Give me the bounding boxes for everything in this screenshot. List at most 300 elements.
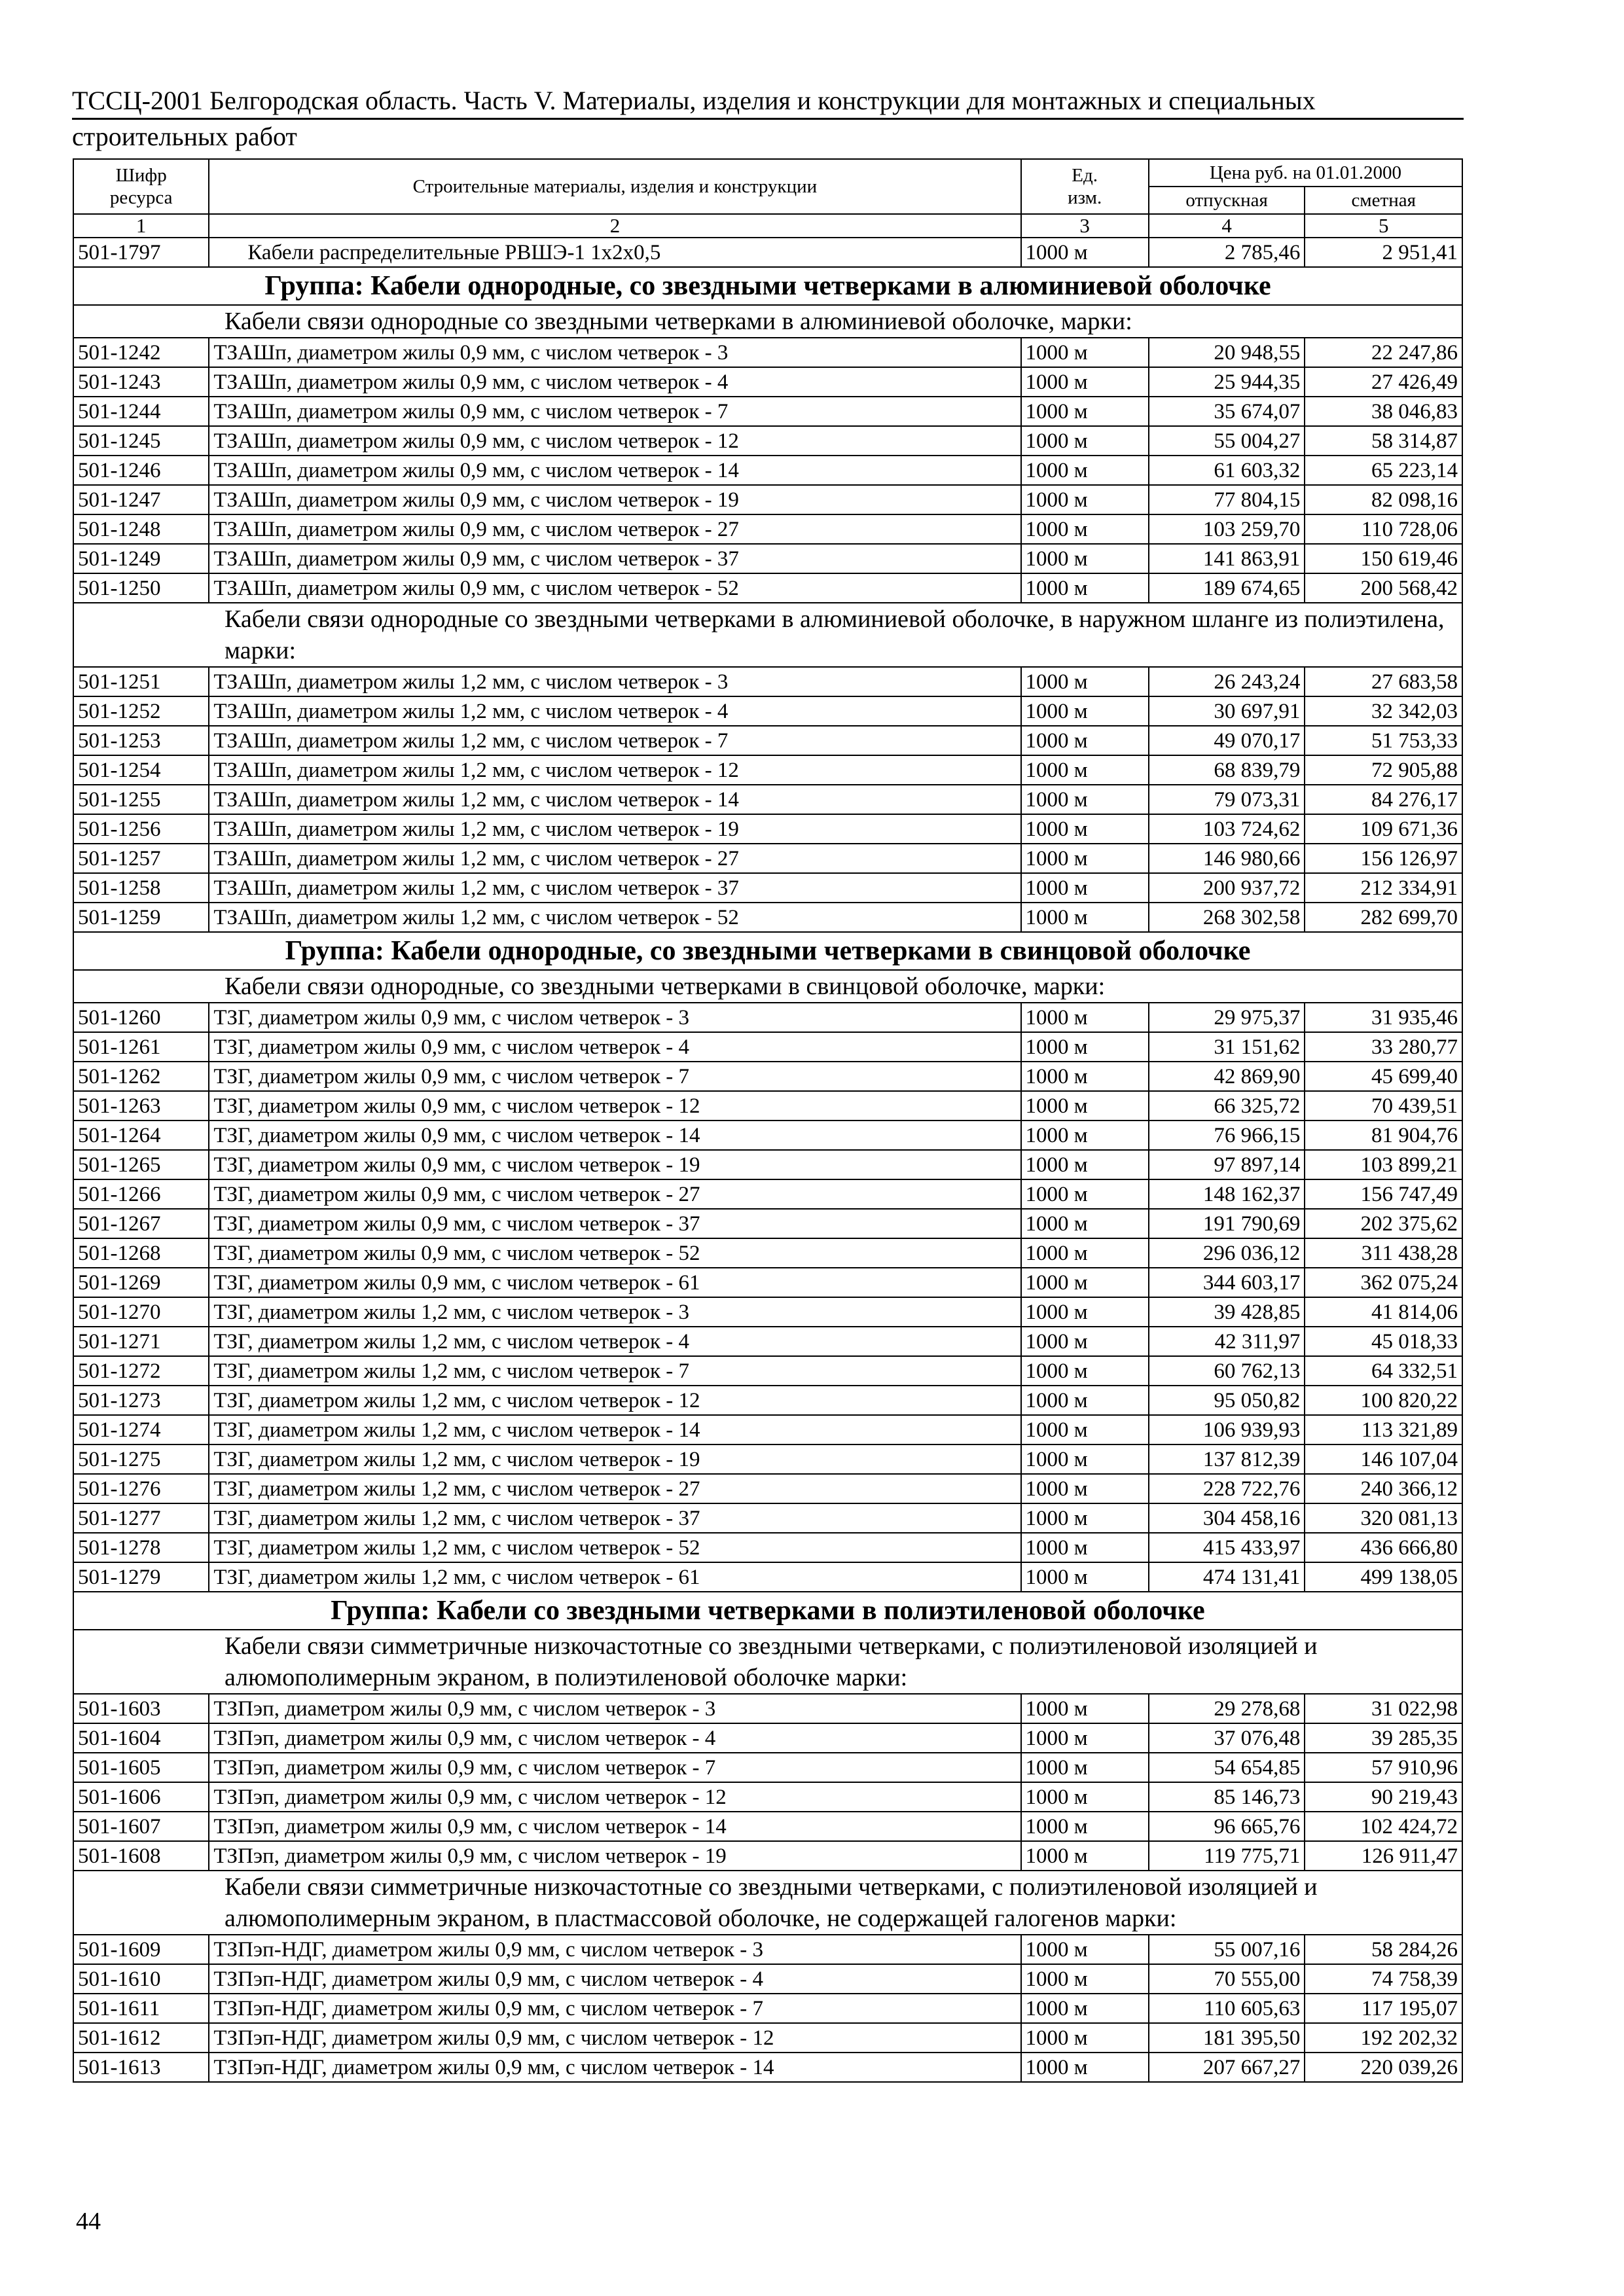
material-description: ТЗГ, диаметром жилы 1,2 мм, с числом четверок - 7 bbox=[209, 1356, 1020, 1386]
resource-code: 501-1248 bbox=[73, 514, 209, 544]
unit-of-measure: 1000 м bbox=[1021, 1562, 1149, 1592]
resource-code: 501-1271 bbox=[73, 1327, 209, 1356]
price-estimate: 282 699,70 bbox=[1305, 903, 1462, 932]
table-row bbox=[73, 1935, 1462, 1964]
price-release: 103 259,70 bbox=[1149, 514, 1305, 544]
price-release: 95 050,82 bbox=[1149, 1386, 1305, 1415]
resource-code: 501-1274 bbox=[73, 1415, 209, 1444]
price-release: 207 667,27 bbox=[1149, 2053, 1305, 2082]
material-description: ТЗПэп-НДГ, диаметром жилы 0,9 мм, с числом четверок - 7 bbox=[209, 1994, 1020, 2023]
material-description: ТЗПэп, диаметром жилы 0,9 мм, с числом четверок - 14 bbox=[209, 1812, 1020, 1841]
resource-code: 501-1272 bbox=[73, 1356, 209, 1386]
material-description: ТЗГ, диаметром жилы 0,9 мм, с числом четверок - 4 bbox=[209, 1032, 1020, 1062]
unit-of-measure: 1000 м bbox=[1021, 873, 1149, 903]
subgroup-heading: Кабели связи однородные со звездными четверками в алюминиевой оболочке, марки: bbox=[73, 305, 1462, 338]
price-estimate: 102 424,72 bbox=[1305, 1812, 1462, 1841]
price-release: 296 036,12 bbox=[1149, 1238, 1305, 1268]
price-release: 25 944,35 bbox=[1149, 367, 1305, 397]
price-estimate: 212 334,91 bbox=[1305, 873, 1462, 903]
table-row bbox=[73, 2053, 1462, 2082]
subgroup-heading-row bbox=[73, 305, 1462, 338]
material-description: ТЗПэп, диаметром жилы 0,9 мм, с числом четверок - 12 bbox=[209, 1782, 1020, 1812]
price-estimate: 70 439,51 bbox=[1305, 1091, 1462, 1121]
price-estimate: 109 671,36 bbox=[1305, 814, 1462, 844]
resource-code: 501-1256 bbox=[73, 814, 209, 844]
resource-code: 501-1249 bbox=[73, 544, 209, 573]
price-release: 66 325,72 bbox=[1149, 1091, 1305, 1121]
table-row bbox=[73, 2023, 1462, 2053]
subgroup-heading-row bbox=[73, 1630, 1462, 1694]
price-estimate: 202 375,62 bbox=[1305, 1209, 1462, 1238]
table-row bbox=[73, 1297, 1462, 1327]
subgroup-heading-row bbox=[73, 603, 1462, 667]
unit-of-measure: 1000 м bbox=[1021, 903, 1149, 932]
table-row bbox=[73, 573, 1462, 603]
resource-code: 501-1603 bbox=[73, 1694, 209, 1723]
unit-of-measure: 1000 м bbox=[1021, 573, 1149, 603]
unit-of-measure: 1000 м bbox=[1021, 397, 1149, 426]
material-description: ТЗПэп-НДГ, диаметром жилы 0,9 мм, с числом четверок - 12 bbox=[209, 2023, 1020, 2053]
material-description: ТЗПэп-НДГ, диаметром жилы 0,9 мм, с числом четверок - 4 bbox=[209, 1964, 1020, 1994]
resource-code: 501-1247 bbox=[73, 485, 209, 514]
unit-of-measure: 1000 м bbox=[1021, 1964, 1149, 1994]
table-row bbox=[73, 397, 1462, 426]
unit-of-measure: 1000 м bbox=[1021, 1753, 1149, 1782]
subgroup-heading-row bbox=[73, 970, 1462, 1003]
resource-code: 501-1252 bbox=[73, 696, 209, 726]
resource-code: 501-1246 bbox=[73, 456, 209, 485]
table-row bbox=[73, 1812, 1462, 1841]
page-header bbox=[72, 85, 1464, 152]
resource-code: 501-1268 bbox=[73, 1238, 209, 1268]
unit-of-measure: 1000 м bbox=[1021, 1091, 1149, 1121]
resource-code: 501-1259 bbox=[73, 903, 209, 932]
table-row bbox=[73, 903, 1462, 932]
unit-of-measure: 1000 м bbox=[1021, 726, 1149, 755]
material-description: ТЗПэп-НДГ, диаметром жилы 0,9 мм, с числом четверок - 14 bbox=[209, 2053, 1020, 2082]
unit-of-measure: 1000 м bbox=[1021, 1032, 1149, 1062]
unit-of-measure: 1000 м bbox=[1021, 456, 1149, 485]
material-description: ТЗГ, диаметром жилы 1,2 мм, с числом четверок - 61 bbox=[209, 1562, 1020, 1592]
resource-code: 501-1250 bbox=[73, 573, 209, 603]
price-release: 141 863,91 bbox=[1149, 544, 1305, 573]
page-number: 44 bbox=[76, 2208, 101, 2235]
subgroup-heading: Кабели связи симметричные низкочастотные со звездными четверками, с полиэтиленовой изоляцией и алюмополимерным экраном, в пластмассовой оболочке, не содержащей галогенов марки: bbox=[73, 1871, 1462, 1935]
table-row bbox=[73, 367, 1462, 397]
price-estimate: 117 195,07 bbox=[1305, 1994, 1462, 2023]
price-estimate: 72 905,88 bbox=[1305, 755, 1462, 785]
resource-code: 501-1267 bbox=[73, 1209, 209, 1238]
price-release: 68 839,79 bbox=[1149, 755, 1305, 785]
price-estimate: 57 910,96 bbox=[1305, 1753, 1462, 1782]
subgroup-heading: Кабели связи однородные со звездными четверками в алюминиевой оболочке, в наружном шланге из полиэтилена, марки: bbox=[73, 603, 1462, 667]
material-description: Кабели распределительные РВШЭ-1 1х2х0,5 bbox=[209, 238, 1020, 267]
material-description: ТЗАШп, диаметром жилы 1,2 мм, с числом четверок - 19 bbox=[209, 814, 1020, 844]
unit-of-measure: 1000 м bbox=[1021, 844, 1149, 873]
price-estimate: 51 753,33 bbox=[1305, 726, 1462, 755]
price-estimate: 103 899,21 bbox=[1305, 1150, 1462, 1179]
material-description: ТЗАШп, диаметром жилы 0,9 мм, с числом четверок - 7 bbox=[209, 397, 1020, 426]
price-estimate: 320 081,13 bbox=[1305, 1503, 1462, 1533]
material-description: ТЗГ, диаметром жилы 1,2 мм, с числом четверок - 12 bbox=[209, 1386, 1020, 1415]
resource-code: 501-1261 bbox=[73, 1032, 209, 1062]
material-description: ТЗАШп, диаметром жилы 0,9 мм, с числом четверок - 12 bbox=[209, 426, 1020, 456]
subgroup-heading: Кабели связи симметричные низкочастотные со звездными четверками, с полиэтиленовой изоляцией и алюмополимерным экраном, в полиэтиленовой оболочке марки: bbox=[73, 1630, 1462, 1694]
table-row bbox=[73, 485, 1462, 514]
table-row bbox=[73, 1415, 1462, 1444]
unit-of-measure: 1000 м bbox=[1021, 785, 1149, 814]
resource-code: 501-1260 bbox=[73, 1003, 209, 1032]
price-estimate: 156 126,97 bbox=[1305, 844, 1462, 873]
material-description: ТЗАШп, диаметром жилы 1,2 мм, с числом четверок - 37 bbox=[209, 873, 1020, 903]
resource-code: 501-1264 bbox=[73, 1121, 209, 1150]
material-description: ТЗАШп, диаметром жилы 0,9 мм, с числом четверок - 52 bbox=[209, 573, 1020, 603]
material-description: ТЗГ, диаметром жилы 0,9 мм, с числом четверок - 37 bbox=[209, 1209, 1020, 1238]
resource-code: 501-1275 bbox=[73, 1444, 209, 1474]
column-number-row bbox=[73, 214, 1462, 238]
price-release: 146 980,66 bbox=[1149, 844, 1305, 873]
unit-of-measure: 1000 м bbox=[1021, 238, 1149, 267]
price-release: 119 775,71 bbox=[1149, 1841, 1305, 1871]
price-estimate: 90 219,43 bbox=[1305, 1782, 1462, 1812]
unit-of-measure: 1000 м bbox=[1021, 1003, 1149, 1032]
resource-code: 501-1258 bbox=[73, 873, 209, 903]
table-row bbox=[73, 873, 1462, 903]
table-row bbox=[73, 1964, 1462, 1994]
table-row bbox=[73, 1503, 1462, 1533]
unit-of-measure: 1000 м bbox=[1021, 1782, 1149, 1812]
unit-of-measure: 1000 м bbox=[1021, 2053, 1149, 2082]
unit-of-measure: 1000 м bbox=[1021, 1444, 1149, 1474]
resource-code: 501-1255 bbox=[73, 785, 209, 814]
unit-of-measure: 1000 м bbox=[1021, 1474, 1149, 1503]
price-release: 200 937,72 bbox=[1149, 873, 1305, 903]
resource-code: 501-1279 bbox=[73, 1562, 209, 1592]
unit-of-measure: 1000 м bbox=[1021, 1327, 1149, 1356]
unit-of-measure: 1000 м bbox=[1021, 1150, 1149, 1179]
price-release: 29 975,37 bbox=[1149, 1003, 1305, 1032]
price-release: 344 603,17 bbox=[1149, 1268, 1305, 1297]
price-release: 474 131,41 bbox=[1149, 1562, 1305, 1592]
table-row bbox=[73, 1533, 1462, 1562]
price-estimate: 110 728,06 bbox=[1305, 514, 1462, 544]
resource-code: 501-1613 bbox=[73, 2053, 209, 2082]
table-row bbox=[73, 844, 1462, 873]
unit-of-measure: 1000 м bbox=[1021, 1297, 1149, 1327]
unit-of-measure: 1000 м bbox=[1021, 667, 1149, 696]
table-row bbox=[73, 544, 1462, 573]
price-estimate: 22 247,86 bbox=[1305, 338, 1462, 367]
price-release: 110 605,63 bbox=[1149, 1994, 1305, 2023]
price-release: 2 785,46 bbox=[1149, 238, 1305, 267]
material-description: ТЗАШп, диаметром жилы 0,9 мм, с числом четверок - 3 bbox=[209, 338, 1020, 367]
price-estimate: 58 314,87 bbox=[1305, 426, 1462, 456]
price-release: 35 674,07 bbox=[1149, 397, 1305, 426]
material-description: ТЗГ, диаметром жилы 0,9 мм, с числом четверок - 12 bbox=[209, 1091, 1020, 1121]
price-release: 42 869,90 bbox=[1149, 1062, 1305, 1091]
material-description: ТЗГ, диаметром жилы 1,2 мм, с числом четверок - 52 bbox=[209, 1533, 1020, 1562]
price-release: 85 146,73 bbox=[1149, 1782, 1305, 1812]
price-release: 106 939,93 bbox=[1149, 1415, 1305, 1444]
price-estimate: 156 747,49 bbox=[1305, 1179, 1462, 1209]
unit-of-measure: 1000 м bbox=[1021, 1062, 1149, 1091]
unit-of-measure: 1000 м bbox=[1021, 1386, 1149, 1415]
column-number: 2 bbox=[209, 214, 1020, 238]
unit-of-measure: 1000 м bbox=[1021, 2023, 1149, 2053]
unit-of-measure: 1000 м bbox=[1021, 367, 1149, 397]
price-estimate: 240 366,12 bbox=[1305, 1474, 1462, 1503]
resource-code: 501-1273 bbox=[73, 1386, 209, 1415]
material-description: ТЗПэп, диаметром жилы 0,9 мм, с числом четверок - 4 bbox=[209, 1723, 1020, 1753]
col-header-code: Шифр ресурса bbox=[73, 159, 209, 214]
resource-code: 501-1612 bbox=[73, 2023, 209, 2053]
material-description: ТЗАШп, диаметром жилы 0,9 мм, с числом четверок - 4 bbox=[209, 367, 1020, 397]
resource-code: 501-1266 bbox=[73, 1179, 209, 1209]
price-release: 39 428,85 bbox=[1149, 1297, 1305, 1327]
material-description: ТЗПэп, диаметром жилы 0,9 мм, с числом четверок - 7 bbox=[209, 1753, 1020, 1782]
price-release: 31 151,62 bbox=[1149, 1032, 1305, 1062]
unit-of-measure: 1000 м bbox=[1021, 696, 1149, 726]
unit-of-measure: 1000 м bbox=[1021, 426, 1149, 456]
price-release: 96 665,76 bbox=[1149, 1812, 1305, 1841]
material-description: ТЗГ, диаметром жилы 0,9 мм, с числом четверок - 3 bbox=[209, 1003, 1020, 1032]
table-row bbox=[73, 1994, 1462, 2023]
unit-of-measure: 1000 м bbox=[1021, 1694, 1149, 1723]
price-estimate: 58 284,26 bbox=[1305, 1935, 1462, 1964]
table-row bbox=[73, 1327, 1462, 1356]
material-description: ТЗГ, диаметром жилы 1,2 мм, с числом четверок - 4 bbox=[209, 1327, 1020, 1356]
price-release: 26 243,24 bbox=[1149, 667, 1305, 696]
price-table bbox=[73, 158, 1463, 2083]
subgroup-heading: Кабели связи однородные, со звездными четверками в свинцовой оболочке, марки: bbox=[73, 970, 1462, 1003]
unit-of-measure: 1000 м bbox=[1021, 1812, 1149, 1841]
price-estimate: 74 758,39 bbox=[1305, 1964, 1462, 1994]
table-row bbox=[73, 1694, 1462, 1723]
table-row bbox=[73, 1179, 1462, 1209]
resource-code: 501-1251 bbox=[73, 667, 209, 696]
group-heading: Группа: Кабели однородные, со звездными четверками в алюминиевой оболочке bbox=[73, 267, 1462, 305]
price-estimate: 31 935,46 bbox=[1305, 1003, 1462, 1032]
price-release: 70 555,00 bbox=[1149, 1964, 1305, 1994]
unit-of-measure: 1000 м bbox=[1021, 814, 1149, 844]
material-description: ТЗГ, диаметром жилы 0,9 мм, с числом четверок - 52 bbox=[209, 1238, 1020, 1268]
price-release: 268 302,58 bbox=[1149, 903, 1305, 932]
table-row bbox=[73, 1562, 1462, 1592]
resource-code: 501-1605 bbox=[73, 1753, 209, 1782]
unit-of-measure: 1000 м bbox=[1021, 544, 1149, 573]
resource-code: 501-1257 bbox=[73, 844, 209, 873]
table-row bbox=[73, 1841, 1462, 1871]
resource-code: 501-1244 bbox=[73, 397, 209, 426]
group-heading-row bbox=[73, 1592, 1462, 1630]
header-title-line1: ТССЦ-2001 Белгородская область. Часть V. Материалы, изделия и конструкции для монтажных и специальных bbox=[72, 85, 1464, 120]
price-release: 49 070,17 bbox=[1149, 726, 1305, 755]
price-release: 30 697,91 bbox=[1149, 696, 1305, 726]
price-release: 61 603,32 bbox=[1149, 456, 1305, 485]
resource-code: 501-1797 bbox=[73, 238, 209, 267]
table-row bbox=[73, 1723, 1462, 1753]
price-estimate: 39 285,35 bbox=[1305, 1723, 1462, 1753]
price-release: 191 790,69 bbox=[1149, 1209, 1305, 1238]
price-release: 97 897,14 bbox=[1149, 1150, 1305, 1179]
price-release: 137 812,39 bbox=[1149, 1444, 1305, 1474]
resource-code: 501-1611 bbox=[73, 1994, 209, 2023]
unit-of-measure: 1000 м bbox=[1021, 514, 1149, 544]
table-row bbox=[73, 1062, 1462, 1091]
material-description: ТЗПэп, диаметром жилы 0,9 мм, с числом четверок - 3 bbox=[209, 1694, 1020, 1723]
resource-code: 501-1262 bbox=[73, 1062, 209, 1091]
resource-code: 501-1245 bbox=[73, 426, 209, 456]
group-heading: Группа: Кабели со звездными четверками в полиэтиленовой оболочке bbox=[73, 1592, 1462, 1630]
material-description: ТЗАШп, диаметром жилы 1,2 мм, с числом четверок - 27 bbox=[209, 844, 1020, 873]
price-estimate: 41 814,06 bbox=[1305, 1297, 1462, 1327]
table-row bbox=[73, 338, 1462, 367]
price-estimate: 81 904,76 bbox=[1305, 1121, 1462, 1150]
resource-code: 501-1265 bbox=[73, 1150, 209, 1179]
table-row bbox=[73, 1356, 1462, 1386]
price-estimate: 146 107,04 bbox=[1305, 1444, 1462, 1474]
table-row bbox=[73, 1150, 1462, 1179]
header-title-line2: строительных работ bbox=[72, 122, 297, 151]
price-release: 42 311,97 bbox=[1149, 1327, 1305, 1356]
price-estimate: 27 683,58 bbox=[1305, 667, 1462, 696]
unit-of-measure: 1000 м bbox=[1021, 1723, 1149, 1753]
table-body bbox=[73, 238, 1462, 2082]
column-number: 3 bbox=[1021, 214, 1149, 238]
resource-code: 501-1243 bbox=[73, 367, 209, 397]
resource-code: 501-1277 bbox=[73, 1503, 209, 1533]
material-description: ТЗГ, диаметром жилы 0,9 мм, с числом четверок - 14 bbox=[209, 1121, 1020, 1150]
price-release: 76 966,15 bbox=[1149, 1121, 1305, 1150]
table-row bbox=[73, 1121, 1462, 1150]
unit-of-measure: 1000 м bbox=[1021, 1935, 1149, 1964]
unit-of-measure: 1000 м bbox=[1021, 755, 1149, 785]
resource-code: 501-1253 bbox=[73, 726, 209, 755]
table-row bbox=[73, 726, 1462, 755]
resource-code: 501-1269 bbox=[73, 1268, 209, 1297]
group-heading-row bbox=[73, 267, 1462, 305]
group-heading: Группа: Кабели однородные, со звездными четверками в свинцовой оболочке bbox=[73, 932, 1462, 970]
table-row bbox=[73, 1268, 1462, 1297]
table-row bbox=[73, 1238, 1462, 1268]
price-estimate: 192 202,32 bbox=[1305, 2023, 1462, 2053]
resource-code: 501-1607 bbox=[73, 1812, 209, 1841]
price-release: 189 674,65 bbox=[1149, 573, 1305, 603]
unit-of-measure: 1000 м bbox=[1021, 1503, 1149, 1533]
price-release: 79 073,31 bbox=[1149, 785, 1305, 814]
unit-of-measure: 1000 м bbox=[1021, 1415, 1149, 1444]
price-release: 60 762,13 bbox=[1149, 1356, 1305, 1386]
material-description: ТЗАШп, диаметром жилы 0,9 мм, с числом четверок - 19 bbox=[209, 485, 1020, 514]
unit-of-measure: 1000 м bbox=[1021, 1121, 1149, 1150]
resource-code: 501-1609 bbox=[73, 1935, 209, 1964]
resource-code: 501-1270 bbox=[73, 1297, 209, 1327]
material-description: ТЗПэп, диаметром жилы 0,9 мм, с числом четверок - 19 bbox=[209, 1841, 1020, 1871]
price-release: 20 948,55 bbox=[1149, 338, 1305, 367]
table-row bbox=[73, 1209, 1462, 1238]
material-description: ТЗГ, диаметром жилы 1,2 мм, с числом четверок - 37 bbox=[209, 1503, 1020, 1533]
material-description: ТЗГ, диаметром жилы 0,9 мм, с числом четверок - 7 bbox=[209, 1062, 1020, 1091]
price-estimate: 33 280,77 bbox=[1305, 1032, 1462, 1062]
material-description: ТЗАШп, диаметром жилы 0,9 мм, с числом четверок - 14 bbox=[209, 456, 1020, 485]
unit-of-measure: 1000 м bbox=[1021, 1533, 1149, 1562]
column-number: 5 bbox=[1305, 214, 1462, 238]
price-estimate: 84 276,17 bbox=[1305, 785, 1462, 814]
resource-code: 501-1276 bbox=[73, 1474, 209, 1503]
price-release: 37 076,48 bbox=[1149, 1723, 1305, 1753]
unit-of-measure: 1000 м bbox=[1021, 1356, 1149, 1386]
table-row bbox=[73, 814, 1462, 844]
price-estimate: 2 951,41 bbox=[1305, 238, 1462, 267]
material-description: ТЗГ, диаметром жилы 0,9 мм, с числом четверок - 27 bbox=[209, 1179, 1020, 1209]
price-estimate: 45 699,40 bbox=[1305, 1062, 1462, 1091]
price-estimate: 45 018,33 bbox=[1305, 1327, 1462, 1356]
resource-code: 501-1610 bbox=[73, 1964, 209, 1994]
unit-of-measure: 1000 м bbox=[1021, 1209, 1149, 1238]
price-release: 304 458,16 bbox=[1149, 1503, 1305, 1533]
material-description: ТЗГ, диаметром жилы 1,2 мм, с числом четверок - 27 bbox=[209, 1474, 1020, 1503]
price-release: 54 654,85 bbox=[1149, 1753, 1305, 1782]
price-release: 148 162,37 bbox=[1149, 1179, 1305, 1209]
price-release: 55 007,16 bbox=[1149, 1935, 1305, 1964]
col-header-desc: Строительные материалы, изделия и конструкции bbox=[209, 159, 1020, 214]
table-row bbox=[73, 456, 1462, 485]
price-estimate: 113 321,89 bbox=[1305, 1415, 1462, 1444]
unit-of-measure: 1000 м bbox=[1021, 338, 1149, 367]
table-row bbox=[73, 1444, 1462, 1474]
material-description: ТЗАШп, диаметром жилы 1,2 мм, с числом четверок - 52 bbox=[209, 903, 1020, 932]
material-description: ТЗПэп-НДГ, диаметром жилы 0,9 мм, с числом четверок - 3 bbox=[209, 1935, 1020, 1964]
material-description: ТЗАШп, диаметром жилы 1,2 мм, с числом четверок - 3 bbox=[209, 667, 1020, 696]
price-release: 29 278,68 bbox=[1149, 1694, 1305, 1723]
material-description: ТЗАШп, диаметром жилы 1,2 мм, с числом четверок - 7 bbox=[209, 726, 1020, 755]
price-estimate: 126 911,47 bbox=[1305, 1841, 1462, 1871]
col-header-price-estimate: сметная bbox=[1305, 187, 1462, 214]
subgroup-heading-row bbox=[73, 1871, 1462, 1935]
resource-code: 501-1278 bbox=[73, 1533, 209, 1562]
material-description: ТЗГ, диаметром жилы 0,9 мм, с числом четверок - 61 bbox=[209, 1268, 1020, 1297]
price-release: 228 722,76 bbox=[1149, 1474, 1305, 1503]
material-description: ТЗАШп, диаметром жилы 0,9 мм, с числом четверок - 27 bbox=[209, 514, 1020, 544]
price-estimate: 150 619,46 bbox=[1305, 544, 1462, 573]
unit-of-measure: 1000 м bbox=[1021, 1238, 1149, 1268]
material-description: ТЗГ, диаметром жилы 1,2 мм, с числом четверок - 3 bbox=[209, 1297, 1020, 1327]
price-estimate: 311 438,28 bbox=[1305, 1238, 1462, 1268]
material-description: ТЗАШп, диаметром жилы 1,2 мм, с числом четверок - 4 bbox=[209, 696, 1020, 726]
price-estimate: 38 046,83 bbox=[1305, 397, 1462, 426]
col-header-unit: Ед. изм. bbox=[1021, 159, 1149, 214]
unit-of-measure: 1000 м bbox=[1021, 485, 1149, 514]
price-estimate: 64 332,51 bbox=[1305, 1356, 1462, 1386]
unit-of-measure: 1000 м bbox=[1021, 1268, 1149, 1297]
price-estimate: 100 820,22 bbox=[1305, 1386, 1462, 1415]
table-row bbox=[73, 1386, 1462, 1415]
table-row bbox=[73, 1003, 1462, 1032]
unit-of-measure: 1000 м bbox=[1021, 1994, 1149, 2023]
price-estimate: 220 039,26 bbox=[1305, 2053, 1462, 2082]
table-row bbox=[73, 785, 1462, 814]
price-estimate: 31 022,98 bbox=[1305, 1694, 1462, 1723]
price-estimate: 27 426,49 bbox=[1305, 367, 1462, 397]
table-row bbox=[73, 1753, 1462, 1782]
table-row bbox=[73, 238, 1462, 267]
price-estimate: 32 342,03 bbox=[1305, 696, 1462, 726]
unit-of-measure: 1000 м bbox=[1021, 1179, 1149, 1209]
resource-code: 501-1242 bbox=[73, 338, 209, 367]
table-row bbox=[73, 426, 1462, 456]
price-estimate: 499 138,05 bbox=[1305, 1562, 1462, 1592]
material-description: ТЗГ, диаметром жилы 1,2 мм, с числом четверок - 14 bbox=[209, 1415, 1020, 1444]
